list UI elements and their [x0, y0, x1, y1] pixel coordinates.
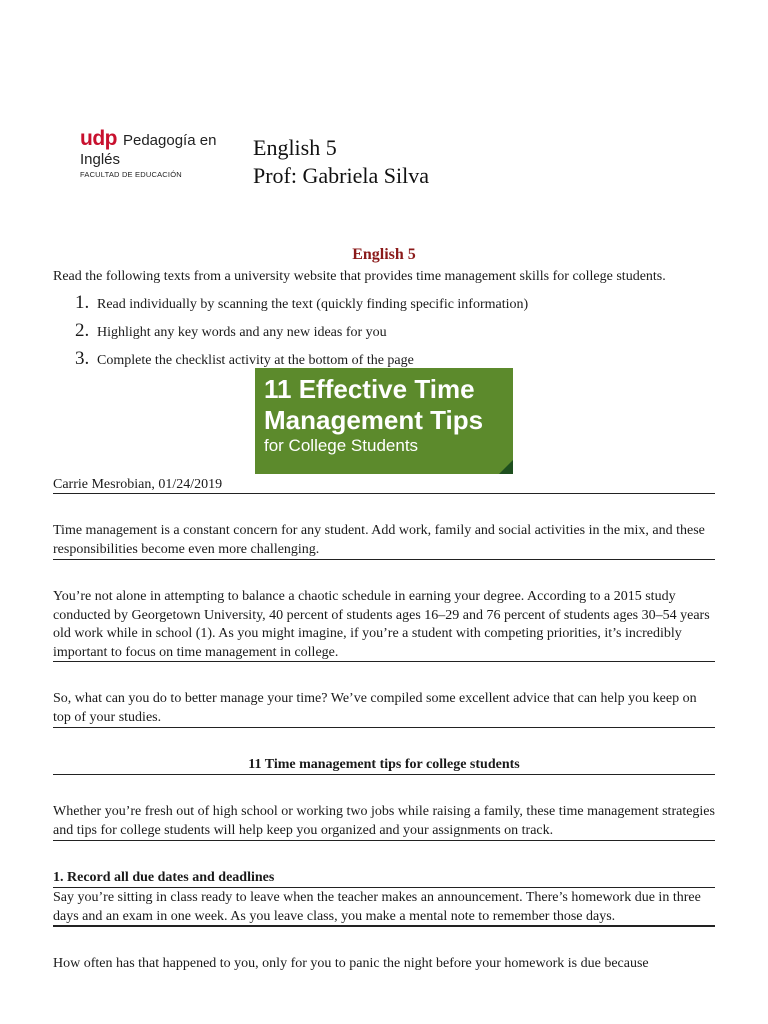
- list-text: Complete the checklist activity at the bottom of the page: [97, 353, 414, 368]
- divider: [53, 559, 715, 560]
- document-title: English 5: [352, 246, 416, 263]
- divider: [53, 661, 715, 662]
- divider: [53, 727, 715, 728]
- banner-line-2: Management Tips: [264, 405, 484, 435]
- banner-heading: [264, 374, 483, 436]
- paragraph-5: Say you’re sitting in class ready to leave when the teacher makes an announcement. There’s homework due in three days and an exam in one week. As you leave class, you make a mental note to remember those days.: [53, 890, 701, 924]
- header-course-block: [253, 134, 429, 190]
- list-item: [75, 348, 414, 370]
- list-number: 2.: [75, 320, 90, 341]
- list-text: Highlight any key words and any new ideas for you: [97, 325, 387, 340]
- paragraph-1: Time management is a constant concern for any student. Add work, family and social activities in the mix, and these responsibilities become even more challenging.: [53, 523, 705, 557]
- header-course: English 5: [253, 135, 337, 160]
- list-number: 3.: [75, 348, 90, 369]
- list-item: [75, 292, 528, 314]
- tip-1-heading: 1. Record all due dates and deadlines: [53, 870, 275, 885]
- divider: [53, 925, 715, 927]
- divider: [53, 493, 715, 494]
- list-item: [75, 320, 387, 342]
- banner-line-1: 11 Effective Time: [264, 374, 475, 404]
- list-number: 1.: [75, 292, 90, 313]
- header-professor: Prof: Gabriela Silva: [253, 163, 429, 188]
- paragraph-6: How often has that happened to you, only for you to panic the night before your homework is due because: [53, 956, 649, 971]
- banner-line-3: for College Students: [264, 436, 419, 455]
- paragraph-3: So, what can you do to better manage your time? We’ve compiled some excellent advice that can help you keep on top of your studies.: [53, 691, 697, 725]
- divider: [53, 840, 715, 841]
- logo-faculty: FACULTAD DE EDUCACIÓN: [80, 170, 182, 179]
- article-banner-image: [255, 368, 513, 474]
- section-subheading: 11 Time management tips for college students: [248, 757, 520, 772]
- intro-text: Read the following texts from a university website that provides time management skills for college students.: [53, 269, 666, 284]
- udp-logo: [80, 127, 240, 179]
- logo-brand: udp: [80, 127, 117, 150]
- paragraph-4: Whether you’re fresh out of high school or working two jobs while raising a family, these time management strategies and tips for college students will help keep you organized and your assignments on track.: [53, 804, 715, 838]
- paragraph-2: You’re not alone in attempting to balance a chaotic schedule in earning your degree. According to a 2015 study conducted by Georgetown University, 40 percent of students ages 16–29 and 76 percent of students ages 30–54 years old work while in school (1). As you might imagine, if you’re a student with competing priorities, it’s incredibly important to focus on time management in college.: [53, 589, 710, 660]
- byline: Carrie Mesrobian, 01/24/2019: [53, 477, 223, 492]
- divider: [53, 774, 715, 775]
- list-text: Read individually by scanning the text (quickly finding specific information): [97, 297, 529, 312]
- banner-corner-decoration: [499, 460, 513, 474]
- divider: [53, 887, 715, 888]
- logo-program: Pedagogía en Inglés: [80, 132, 217, 168]
